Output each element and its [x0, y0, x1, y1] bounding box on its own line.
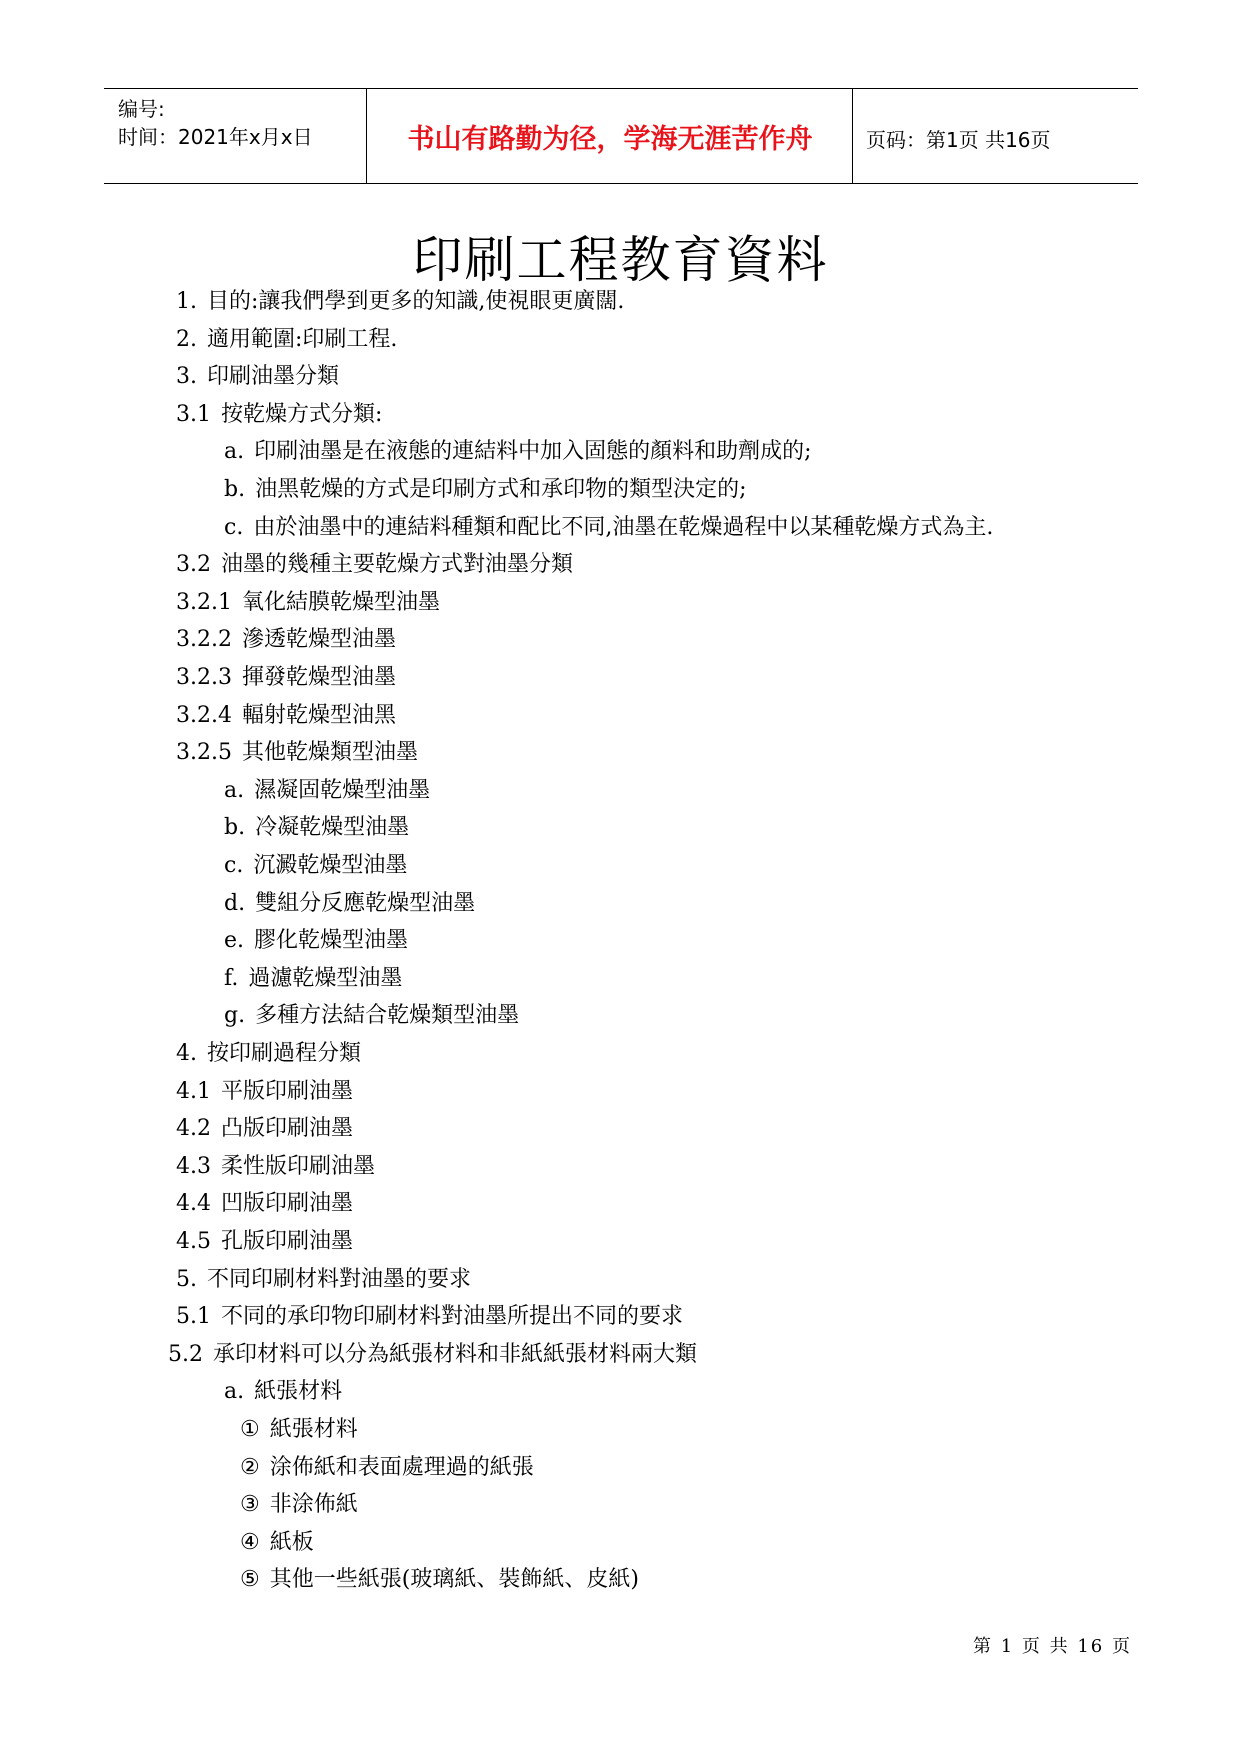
body-line — [224, 513, 993, 543]
body-line — [176, 1265, 471, 1295]
line-text: 過濾乾燥型油墨 — [248, 965, 403, 991]
body-line — [240, 1490, 358, 1520]
body-line — [176, 625, 396, 655]
body-line — [176, 1077, 353, 1107]
line-number: 3.1 — [176, 401, 211, 427]
line-text: 輻射乾燥型油黑 — [241, 702, 396, 728]
body-line — [176, 362, 339, 392]
body-line — [224, 776, 430, 806]
body-line — [224, 475, 747, 505]
body-line — [224, 926, 408, 956]
header-meta-cell — [104, 89, 367, 183]
line-text: 按印刷過程分類 — [207, 1041, 362, 1066]
body-line — [224, 813, 409, 843]
line-number: ② — [240, 1454, 260, 1480]
line-text: 由於油墨中的連結料種類和配比不同,油墨在乾燥過程中以某種乾燥方式為主. — [253, 514, 994, 540]
body-line — [176, 1189, 353, 1219]
line-text: 氧化結膜乾燥型油墨 — [241, 589, 440, 615]
line-number: c. — [224, 514, 244, 540]
line-number: a. — [224, 777, 245, 803]
page-footer: 第 1 页 共 16 页 — [973, 1636, 1132, 1657]
line-text: 雙組分反應乾燥型油墨 — [255, 890, 476, 916]
body-line — [176, 588, 440, 618]
body-line — [176, 550, 573, 580]
line-number: 5.2 — [168, 1341, 203, 1367]
body-line — [176, 738, 418, 768]
body-line — [224, 964, 402, 994]
body-line — [176, 400, 382, 430]
motto-text: 书山有路勤为径，学海无涯苦作舟 — [407, 124, 813, 155]
line-text: 其他乾燥類型油墨 — [241, 740, 418, 766]
body-line — [240, 1415, 358, 1445]
line-text: 平版印刷油墨 — [221, 1078, 354, 1104]
line-number: 4.1 — [176, 1078, 211, 1104]
line-text: 多種方法結合乾燥類型油墨 — [255, 1003, 520, 1029]
body-line — [224, 851, 407, 881]
line-text: 不同印刷材料對油墨的要求 — [207, 1266, 472, 1292]
document-title: 印刷工程教育資料 — [412, 231, 829, 289]
header-table — [104, 88, 1138, 184]
line-number: 5.1 — [176, 1304, 211, 1330]
serial-number-label: 编号: — [118, 97, 165, 121]
line-text: 印刷油墨分類 — [207, 364, 340, 390]
line-text: 揮發乾燥型油墨 — [241, 665, 396, 690]
line-text: 按乾燥方式分類: — [221, 401, 383, 427]
line-text: 油黑乾燥的方式是印刷方式和承印物的類型決定的; — [255, 477, 747, 502]
line-number: e. — [224, 928, 245, 954]
body-line — [168, 1340, 697, 1370]
page-number-label: 页码：第1页 共16页 — [866, 128, 1051, 152]
line-number: 3.2.3 — [176, 665, 232, 690]
line-number: c. — [224, 853, 244, 878]
body-line — [176, 1302, 683, 1332]
line-text: 印刷油墨是在液態的連結料中加入固態的顏料和助劑成的; — [254, 439, 812, 465]
line-text: 紙張材料 — [269, 1417, 358, 1442]
line-number: 3.2.1 — [176, 589, 232, 615]
line-text: 濕凝固乾燥型油墨 — [254, 777, 431, 803]
body-line — [240, 1565, 639, 1595]
body-line — [240, 1528, 314, 1558]
line-number: a. — [224, 439, 245, 465]
line-text: 其他一些紙張(玻璃紙、裝飾紙、皮紙) — [269, 1567, 639, 1593]
body-line — [224, 889, 475, 919]
line-number: 2. — [176, 326, 197, 352]
body-line — [224, 1001, 519, 1031]
line-number: 4.5 — [176, 1229, 211, 1254]
line-text: 紙板 — [269, 1529, 314, 1555]
header-page-cell — [854, 89, 1138, 183]
line-text: 孔版印刷油墨 — [221, 1229, 354, 1254]
line-text: 凸版印刷油墨 — [221, 1116, 354, 1142]
body-line — [176, 1227, 353, 1257]
header-motto-cell — [368, 89, 853, 183]
body-line — [240, 1453, 534, 1483]
line-number: 1. — [176, 289, 197, 314]
line-text: 沉澱乾燥型油墨 — [253, 853, 408, 878]
body-line — [224, 437, 812, 467]
line-number: 4.3 — [176, 1153, 211, 1179]
line-text: 凹版印刷油墨 — [221, 1191, 354, 1217]
line-number: 4. — [176, 1041, 197, 1066]
line-number: ④ — [240, 1529, 260, 1555]
line-number: 4.2 — [176, 1116, 211, 1142]
line-number: f. — [224, 965, 239, 991]
line-number: g. — [224, 1003, 246, 1029]
body-line — [176, 1152, 375, 1182]
body-line — [224, 1377, 342, 1407]
line-text: 涂佈紙和表面處理過的紙張 — [269, 1454, 534, 1480]
line-number: b. — [224, 815, 246, 841]
line-text: 滲透乾燥型油墨 — [241, 627, 396, 653]
line-text: 適用範圍:印刷工程. — [207, 326, 398, 352]
line-text: 承印材料可以分為紙張材料和非紙紙張材料兩大類 — [213, 1341, 698, 1367]
line-text: 膠化乾燥型油墨 — [254, 928, 409, 954]
body-line — [176, 325, 397, 355]
line-number: 3.2.5 — [176, 740, 232, 766]
body-line — [176, 663, 396, 693]
line-number: ⑤ — [240, 1567, 260, 1593]
body-line — [176, 1114, 353, 1144]
line-text: 油墨的幾種主要乾燥方式對油墨分類 — [221, 552, 574, 578]
line-number: 4.4 — [176, 1191, 211, 1217]
line-number: 3.2.2 — [176, 627, 232, 653]
line-number: d. — [224, 890, 246, 916]
line-number: 3. — [176, 364, 197, 390]
time-label: 时间：2021年x月x日 — [118, 125, 313, 149]
line-number: ① — [240, 1417, 260, 1442]
line-text: 非涂佈紙 — [269, 1492, 358, 1518]
line-number: 3.2 — [176, 552, 211, 578]
body-line — [176, 287, 624, 317]
line-text: 不同的承印物印刷材料對油墨所提出不同的要求 — [221, 1304, 684, 1330]
line-number: b. — [224, 477, 246, 502]
line-text: 冷凝乾燥型油墨 — [255, 815, 410, 841]
line-number: a. — [224, 1379, 245, 1405]
line-number: ③ — [240, 1492, 260, 1518]
line-number: 5. — [176, 1266, 197, 1292]
body-line — [176, 701, 396, 731]
line-text: 紙張材料 — [254, 1379, 343, 1405]
line-text: 目的:讓我們學到更多的知識,使視眼更廣闊. — [207, 289, 625, 314]
line-text: 柔性版印刷油墨 — [221, 1153, 376, 1179]
line-number: 3.2.4 — [176, 702, 232, 728]
body-line — [176, 1039, 361, 1069]
